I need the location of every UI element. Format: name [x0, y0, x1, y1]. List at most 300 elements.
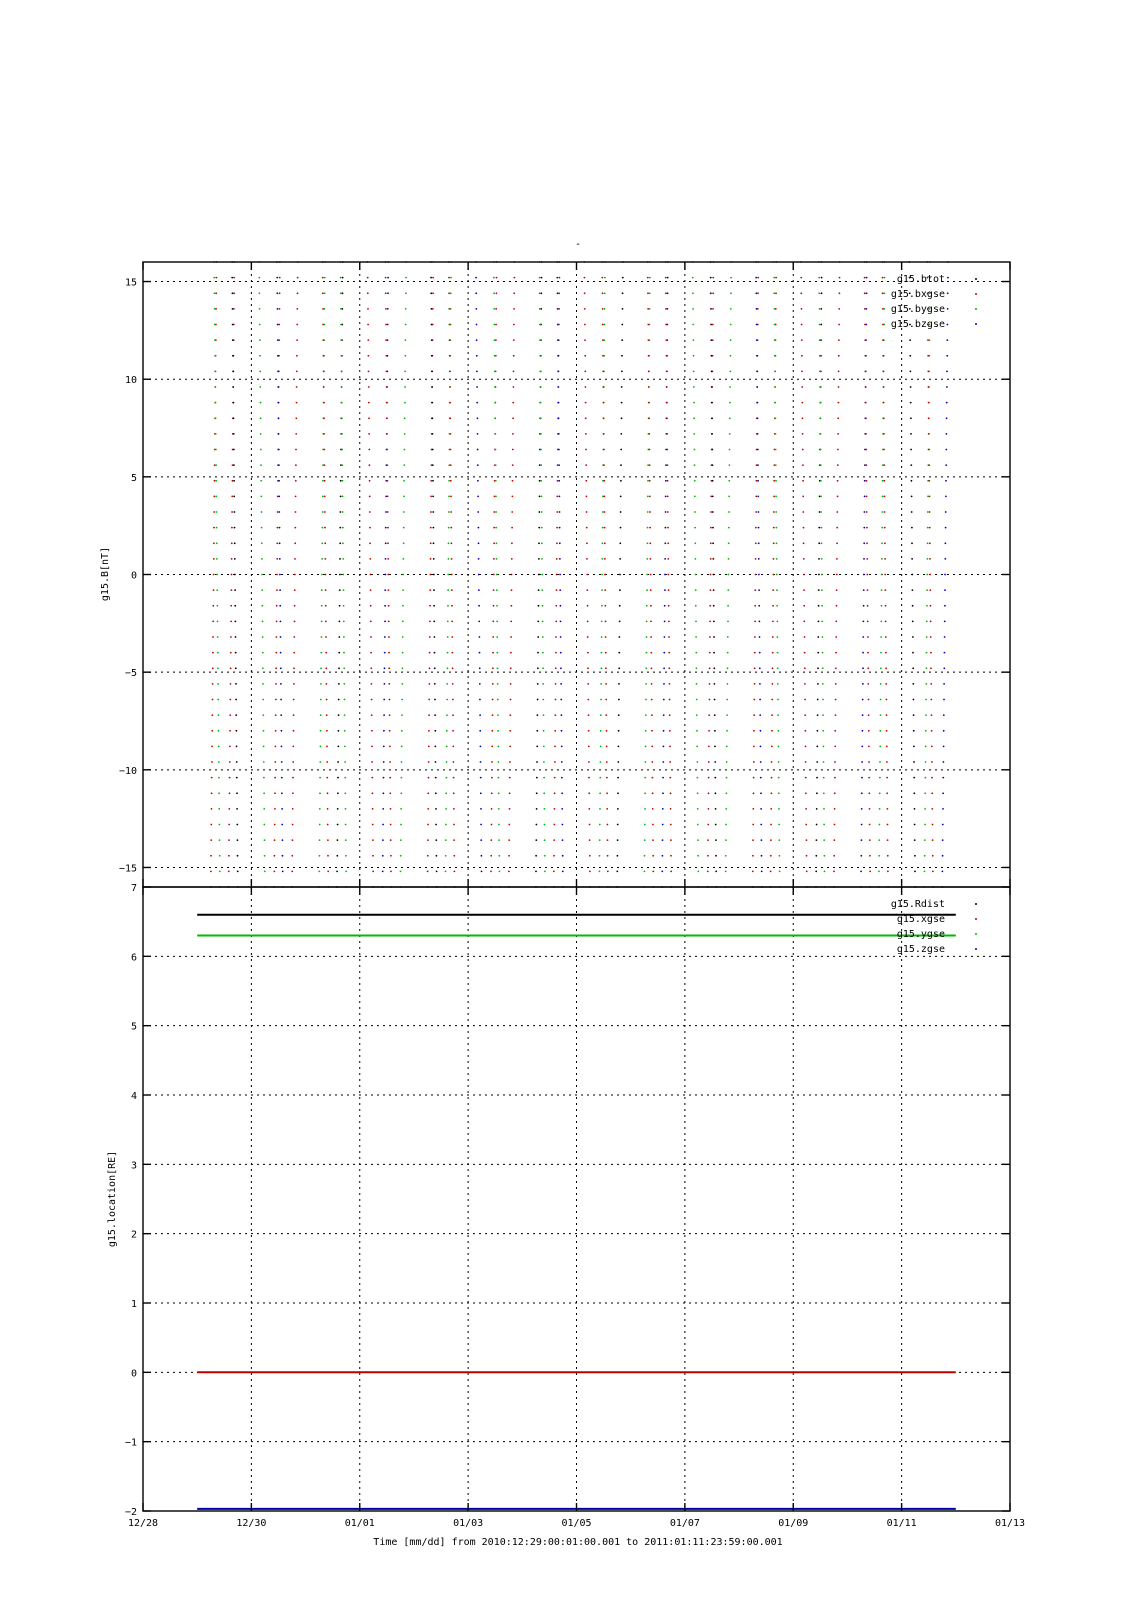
top-data-point	[757, 464, 759, 466]
top-data-point	[554, 808, 556, 810]
top-data-point	[274, 792, 276, 794]
top-data-point	[600, 714, 602, 716]
top-data-point	[293, 636, 295, 638]
top-data-point	[213, 558, 215, 560]
top-data-point	[664, 574, 666, 576]
top-data-point	[866, 480, 868, 482]
top-data-point	[804, 699, 806, 701]
top-data-point	[883, 417, 885, 419]
top-data-point	[864, 277, 866, 279]
top-data-point	[275, 699, 277, 701]
top-data-point	[752, 824, 754, 826]
top-data-point	[816, 839, 818, 841]
top-data-point	[823, 746, 825, 748]
top-data-point	[540, 417, 542, 419]
top-data-point	[929, 511, 931, 513]
top-data-point	[602, 355, 604, 357]
top-data-point	[599, 792, 601, 794]
top-data-point	[321, 621, 323, 623]
top-data-point	[822, 636, 824, 638]
top-data-point	[292, 839, 294, 841]
top-data-point	[806, 839, 808, 841]
top-data-point	[494, 386, 496, 388]
top-data-point	[262, 636, 264, 638]
top-data-point	[820, 480, 822, 482]
top-data-point	[602, 511, 604, 513]
top-data-point	[620, 464, 622, 466]
top-data-point	[342, 480, 344, 482]
top-data-point	[234, 511, 236, 513]
top-data-point	[817, 683, 819, 685]
top-data-point	[319, 777, 321, 779]
top-data-point	[385, 355, 387, 357]
top-data-point	[867, 683, 869, 685]
top-data-point	[433, 527, 435, 529]
top-data-point	[372, 808, 374, 810]
top-data-point	[433, 589, 435, 591]
top-data-point	[337, 761, 339, 763]
top-data-point	[508, 871, 510, 873]
top-data-point	[601, 574, 603, 576]
top-data-point	[493, 511, 495, 513]
top-data-point	[433, 605, 435, 607]
top-data-point	[367, 324, 369, 326]
top-data-point	[234, 558, 236, 560]
x-tick-label: 01/13	[994, 1518, 1026, 1529]
top-data-point	[834, 792, 836, 794]
top-data-point	[343, 605, 345, 607]
top-data-point	[805, 746, 807, 748]
top-data-point	[215, 480, 217, 482]
top-data-point	[368, 433, 370, 435]
top-data-point	[644, 855, 646, 857]
top-data-point	[942, 839, 944, 841]
top-data-point	[282, 855, 284, 857]
top-data-point	[277, 324, 279, 326]
top-data-point	[555, 636, 557, 638]
top-data-point	[276, 574, 278, 576]
top-data-point	[259, 292, 261, 294]
top-data-point	[428, 777, 430, 779]
top-data-point	[755, 277, 757, 279]
top-data-point	[513, 292, 515, 294]
top-data-point	[924, 808, 926, 810]
top-data-point	[342, 527, 344, 529]
top-data-point	[931, 777, 933, 779]
top-data-point	[542, 652, 544, 654]
top-data-point	[555, 605, 557, 607]
top-data-point	[651, 683, 653, 685]
top-data-point	[555, 683, 557, 685]
top-data-point	[556, 496, 558, 498]
top-data-point	[557, 292, 559, 294]
top-data-point	[451, 574, 453, 576]
top-data-point	[276, 292, 278, 294]
top-data-point	[448, 496, 450, 498]
top-data-point	[879, 730, 881, 732]
top-data-point	[730, 324, 732, 326]
top-data-point	[770, 839, 772, 841]
top-data-point	[586, 496, 588, 498]
top-data-point	[385, 511, 387, 513]
top-data-point	[296, 386, 298, 388]
top-data-point	[822, 699, 824, 701]
top-data-point	[544, 808, 546, 810]
top-data-point	[708, 808, 710, 810]
top-data-point	[216, 527, 218, 529]
top-data-point	[756, 480, 758, 482]
top-data-point	[368, 355, 370, 357]
top-y-tick-label: 5	[130, 472, 137, 484]
top-data-point	[774, 402, 776, 404]
top-data-point	[448, 277, 450, 279]
top-data-point	[429, 683, 431, 685]
top-data-point	[275, 683, 277, 685]
top-data-point	[725, 824, 727, 826]
top-data-point	[274, 855, 276, 857]
top-data-point	[295, 480, 297, 482]
top-data-point	[773, 558, 775, 560]
top-data-point	[757, 449, 759, 451]
top-data-point	[229, 714, 231, 716]
top-data-point	[931, 746, 933, 748]
top-data-point	[837, 417, 839, 419]
top-data-point	[559, 542, 561, 544]
top-data-point	[587, 652, 589, 654]
top-data-point	[692, 277, 694, 279]
top-data-point	[324, 511, 326, 513]
top-data-point	[605, 652, 607, 654]
top-data-point	[541, 574, 543, 576]
top-data-point	[617, 855, 619, 857]
top-data-point	[707, 839, 709, 841]
top-data-point	[276, 605, 278, 607]
top-data-point	[448, 308, 450, 310]
top-data-point	[756, 339, 758, 341]
top-data-point	[927, 339, 929, 341]
top-data-point	[296, 371, 298, 373]
top-data-point	[211, 730, 213, 732]
top-data-point	[327, 871, 329, 873]
top-data-point	[726, 746, 728, 748]
top-data-point	[510, 699, 512, 701]
top-data-point	[478, 605, 480, 607]
top-data-point	[559, 574, 561, 576]
top-data-point	[835, 652, 837, 654]
top-data-point	[400, 824, 402, 826]
top-data-point	[869, 808, 871, 810]
top-data-point	[867, 652, 869, 654]
top-data-point	[275, 714, 277, 716]
top-data-point	[863, 605, 865, 607]
top-data-point	[712, 308, 714, 310]
top-data-point	[211, 792, 213, 794]
top-data-point	[803, 558, 805, 560]
top-data-point	[599, 855, 601, 857]
top-data-point	[820, 417, 822, 419]
top-data-point	[651, 730, 653, 732]
top-data-point	[428, 730, 430, 732]
top-data-point	[452, 746, 454, 748]
top-data-point	[621, 402, 623, 404]
top-data-point	[511, 574, 513, 576]
top-data-point	[645, 746, 647, 748]
top-data-point	[651, 699, 653, 701]
top-data-point	[260, 464, 262, 466]
top-data-point	[480, 808, 482, 810]
top-data-point	[621, 339, 623, 341]
top-data-point	[326, 761, 328, 763]
top-data-point	[477, 433, 479, 435]
top-data-point	[390, 824, 392, 826]
top-data-point	[495, 449, 497, 451]
bottom-y-ticks	[125, 883, 1010, 1518]
top-data-point	[946, 433, 948, 435]
top-data-point	[536, 746, 538, 748]
bottom-y-tick-label: −1	[124, 1437, 137, 1449]
top-data-point	[280, 699, 282, 701]
top-data-point	[387, 324, 389, 326]
top-data-point	[801, 355, 803, 357]
top-data-point	[715, 839, 717, 841]
top-data-point	[344, 699, 346, 701]
top-data-point	[816, 808, 818, 810]
top-data-point	[231, 589, 233, 591]
top-data-point	[930, 699, 932, 701]
top-data-point	[667, 480, 669, 482]
top-data-point	[278, 480, 280, 482]
top-data-point	[864, 339, 866, 341]
top-data-point	[480, 792, 482, 794]
top-data-point	[400, 839, 402, 841]
top-data-point	[606, 730, 608, 732]
top-data-point	[604, 308, 606, 310]
panel-magnetic-field	[100, 261, 1010, 888]
top-data-point	[557, 480, 559, 482]
top-data-point	[340, 339, 342, 341]
top-data-point	[228, 855, 230, 857]
top-data-point	[451, 636, 453, 638]
top-data-point	[342, 496, 344, 498]
bottom-legend-marker	[975, 948, 977, 950]
top-data-point	[835, 621, 837, 623]
top-data-point	[216, 542, 218, 544]
top-data-point	[556, 558, 558, 560]
top-data-point	[887, 839, 889, 841]
top-data-point	[342, 558, 344, 560]
top-data-point	[649, 527, 651, 529]
top-data-point	[884, 496, 886, 498]
top-data-point	[926, 574, 928, 576]
top-data-point	[324, 542, 326, 544]
top-data-point	[775, 511, 777, 513]
top-data-point	[495, 308, 497, 310]
top-data-point	[214, 355, 216, 357]
bottom-y-tick-label: 1	[130, 1299, 137, 1310]
top-data-point	[236, 761, 238, 763]
top-data-point	[213, 511, 215, 513]
top-data-point	[447, 574, 449, 576]
top-data-point	[512, 480, 514, 482]
top-data-point	[712, 527, 714, 529]
top-data-point	[319, 808, 321, 810]
top-data-point	[607, 824, 609, 826]
bottom-legend-marker	[975, 918, 977, 920]
top-data-point	[727, 652, 729, 654]
top-data-point	[886, 714, 888, 716]
top-data-point	[544, 839, 546, 841]
top-data-point	[279, 589, 281, 591]
top-data-point	[234, 542, 236, 544]
top-data-point	[543, 777, 545, 779]
top-data-point	[477, 464, 479, 466]
top-data-point	[711, 386, 713, 388]
top-data-point	[536, 761, 538, 763]
top-data-point	[806, 855, 808, 857]
top-data-point	[805, 730, 807, 732]
top-data-point	[447, 667, 449, 669]
top-data-point	[233, 433, 235, 435]
top-data-point	[709, 683, 711, 685]
top-data-point	[292, 761, 294, 763]
top-data-point	[942, 792, 944, 794]
top-data-point	[650, 589, 652, 591]
top-data-point	[450, 480, 452, 482]
top-data-point	[945, 542, 947, 544]
top-data-point	[726, 699, 728, 701]
top-data-point	[665, 324, 667, 326]
top-data-point	[886, 777, 888, 779]
top-data-point	[274, 777, 276, 779]
top-data-point	[712, 324, 714, 326]
top-data-point	[754, 683, 756, 685]
top-data-point	[543, 714, 545, 716]
top-data-point	[537, 636, 539, 638]
top-data-point	[453, 761, 455, 763]
top-data-point	[725, 855, 727, 857]
top-data-point	[759, 652, 761, 654]
top-data-point	[835, 699, 837, 701]
top-data-point	[543, 792, 545, 794]
top-data-point	[513, 308, 515, 310]
top-data-point	[802, 464, 804, 466]
top-data-point	[818, 277, 820, 279]
top-data-point	[448, 292, 450, 294]
top-data-point	[759, 683, 761, 685]
top-data-point	[236, 808, 238, 810]
top-data-point	[213, 542, 215, 544]
top-data-point	[385, 558, 387, 560]
top-data-point	[293, 714, 295, 716]
top-data-point	[586, 589, 588, 591]
top-data-point	[435, 839, 437, 841]
top-data-point	[326, 683, 328, 685]
top-data-point	[231, 527, 233, 529]
top-data-point	[649, 480, 651, 482]
top-data-point	[498, 855, 500, 857]
top-data-point	[776, 558, 778, 560]
top-data-point	[475, 308, 477, 310]
top-data-point	[822, 683, 824, 685]
top-data-point	[880, 621, 882, 623]
top-data-point	[942, 777, 944, 779]
top-data-point	[540, 402, 542, 404]
top-data-point	[387, 574, 389, 576]
top-data-point	[261, 527, 263, 529]
top-data-point	[695, 605, 697, 607]
top-data-point	[667, 558, 669, 560]
top-data-point	[944, 589, 946, 591]
top-data-point	[321, 605, 323, 607]
top-data-point	[931, 792, 933, 794]
top-data-point	[402, 652, 404, 654]
top-data-point	[261, 605, 263, 607]
top-data-point	[389, 730, 391, 732]
top-data-point	[368, 371, 370, 373]
top-data-point	[805, 792, 807, 794]
top-data-point	[320, 699, 322, 701]
top-data-point	[229, 777, 231, 779]
top-data-point	[432, 511, 434, 513]
top-data-point	[696, 714, 698, 716]
top-data-point	[542, 621, 544, 623]
top-data-point	[560, 667, 562, 669]
top-data-point	[261, 558, 263, 560]
top-data-point	[928, 386, 930, 388]
top-data-point	[322, 480, 324, 482]
top-data-point	[866, 292, 868, 294]
top-data-point	[604, 542, 606, 544]
top-data-point	[879, 746, 881, 748]
top-data-point	[513, 324, 515, 326]
top-data-point	[543, 730, 545, 732]
top-data-point	[448, 480, 450, 482]
top-data-point	[710, 277, 712, 279]
top-data-point	[710, 511, 712, 513]
top-data-point	[342, 574, 344, 576]
top-data-point	[542, 699, 544, 701]
top-data-point	[696, 667, 698, 669]
x-tick-label: 01/01	[344, 1518, 375, 1529]
top-data-point	[385, 339, 387, 341]
top-data-point	[867, 589, 869, 591]
top-data-point	[264, 839, 266, 841]
top-data-point	[928, 417, 930, 419]
top-data-point	[327, 824, 329, 826]
top-data-point	[661, 871, 663, 873]
top-data-point	[756, 371, 758, 373]
top-data-point	[819, 511, 821, 513]
top-data-point	[544, 855, 546, 857]
top-data-point	[667, 527, 669, 529]
top-data-point	[589, 839, 591, 841]
top-data-point	[383, 746, 385, 748]
top-data-point	[432, 292, 434, 294]
top-data-point	[816, 824, 818, 826]
top-data-point	[712, 292, 714, 294]
top-data-point	[342, 542, 344, 544]
top-data-point	[585, 433, 587, 435]
top-data-point	[327, 839, 329, 841]
top-data-point	[824, 855, 826, 857]
top-data-point	[650, 621, 652, 623]
top-data-point	[824, 871, 826, 873]
top-data-point	[218, 792, 220, 794]
top-data-point	[404, 433, 406, 435]
top-data-point	[817, 636, 819, 638]
top-data-point	[714, 777, 716, 779]
x-tick-label: 01/09	[778, 1518, 809, 1529]
